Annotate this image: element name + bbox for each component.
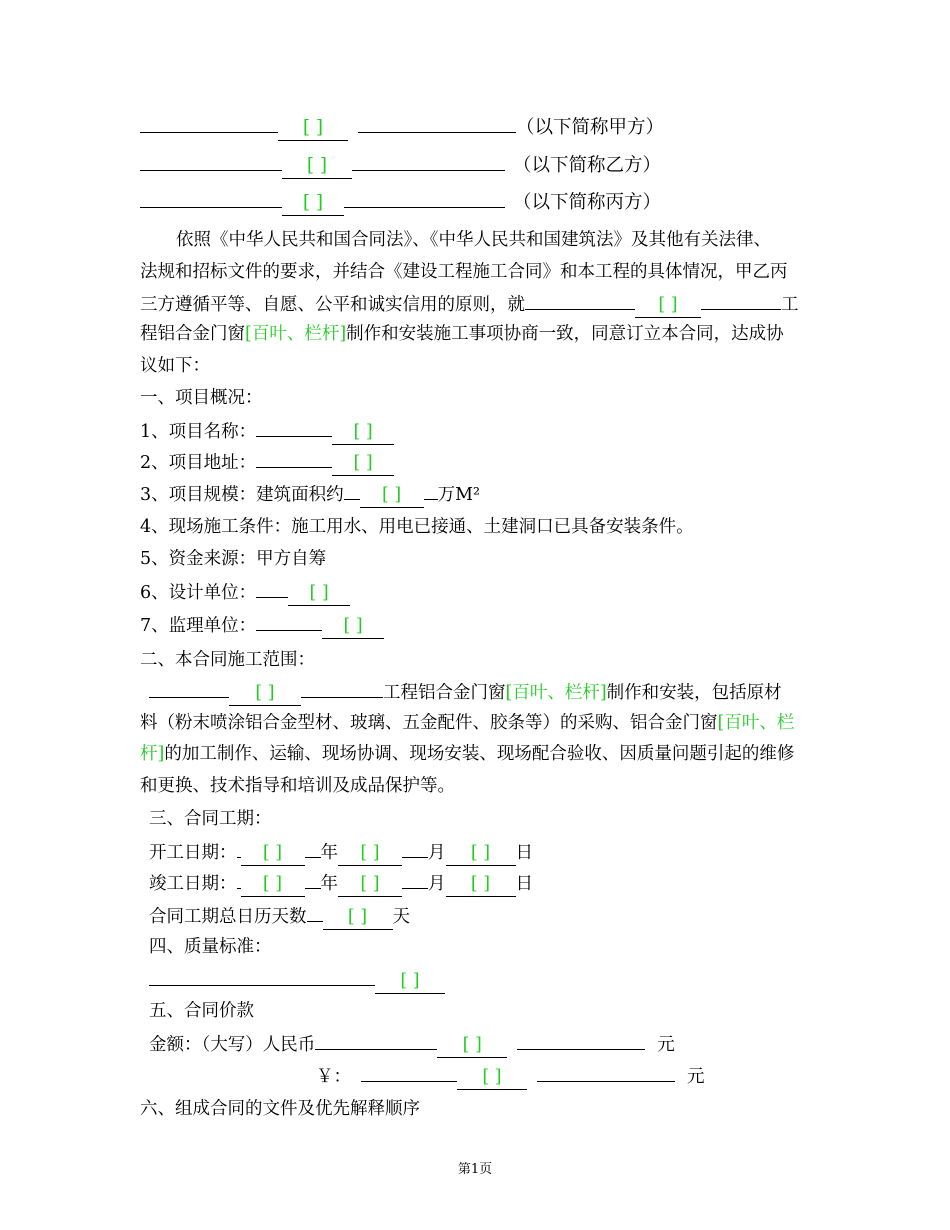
label: 2、项目地址： xyxy=(140,453,257,473)
project-name-line xyxy=(140,418,394,445)
project-address-line xyxy=(140,449,394,476)
bracket-field[interactable]: [ ] xyxy=(635,293,701,318)
bracket-field[interactable]: [ ] xyxy=(282,154,352,179)
yuan-label: 元 xyxy=(687,1067,705,1087)
bracket-field[interactable]: [ ] xyxy=(322,614,384,639)
bracket-field[interactable]: [ ] xyxy=(323,905,393,930)
party-c-line xyxy=(140,189,661,216)
days-label: 天 xyxy=(392,907,410,927)
green-note: 杆] xyxy=(140,744,165,764)
blank[interactable] xyxy=(315,1031,437,1050)
section-2-title: 二、本合同施工范围： xyxy=(140,650,315,670)
design-unit-line xyxy=(140,579,350,606)
bracket-field[interactable]: [ ] xyxy=(446,872,516,897)
blank[interactable] xyxy=(256,612,322,631)
intro-line-2: 法规和招标文件的要求，并结合《建设工程施工合同》和本工程的具体情况，甲乙丙 xyxy=(140,262,788,282)
section-4-title: 四、质量标准： xyxy=(149,937,272,957)
intro-text: 制作和安装施工事项协商一致，同意订立本合同，达成协 xyxy=(346,324,784,344)
scope-line-1 xyxy=(149,679,782,706)
intro-text: 程铝合金门窗 xyxy=(140,324,245,344)
section-3-title: 三、合同工期： xyxy=(149,809,272,829)
yen-label: ￥： xyxy=(316,1067,351,1087)
blank[interactable] xyxy=(307,903,323,922)
yuan-label: 元 xyxy=(657,1035,675,1055)
bracket-field[interactable]: [ ] xyxy=(437,1033,507,1058)
intro-line-5: 议如下： xyxy=(140,356,210,376)
scope-text: 制作和安装，包括原材 xyxy=(606,683,782,703)
bracket-field[interactable]: [ ] xyxy=(360,483,424,508)
blank[interactable] xyxy=(256,579,288,598)
green-note: [百叶、栏杆] xyxy=(505,683,607,703)
scope-text: 的加工制作、运输、现场协调、现场安装、现场配合验收、因质量问题引起的维修 xyxy=(164,744,795,764)
blank[interactable] xyxy=(140,152,282,171)
project-scale-line xyxy=(140,481,480,508)
bracket-field[interactable]: [ ] xyxy=(338,872,402,897)
blank[interactable] xyxy=(358,114,516,133)
scope-line-2 xyxy=(140,711,794,735)
label: 竣工日期： xyxy=(149,874,237,894)
blank[interactable] xyxy=(352,152,505,171)
bracket-field[interactable]: [ ] xyxy=(288,581,350,606)
party-a-line xyxy=(140,114,664,141)
blank[interactable] xyxy=(351,1064,361,1082)
party-b-suffix: （以下简称乙方） xyxy=(513,155,662,176)
label: 6、设计单位： xyxy=(140,583,257,603)
label: 金额：（大写）人民币 xyxy=(149,1035,316,1055)
blank[interactable] xyxy=(517,1031,645,1050)
year-label: 年 xyxy=(320,843,338,863)
bracket-field[interactable]: [ ] xyxy=(446,841,516,866)
intro-line-4 xyxy=(140,322,784,346)
blank[interactable] xyxy=(701,291,781,310)
month-label: 月 xyxy=(428,843,446,863)
blank[interactable] xyxy=(256,418,332,437)
amount-words-line xyxy=(149,1031,675,1058)
month-label: 月 xyxy=(428,874,446,894)
scope-line-4: 和更换、技术指导和培训及成品保护等。 xyxy=(140,776,455,796)
label: 7、监理单位： xyxy=(140,616,257,636)
bracket-field[interactable]: [ ] xyxy=(375,969,445,994)
bracket-field[interactable]: [ ] xyxy=(332,420,394,445)
blank[interactable] xyxy=(140,114,278,133)
bracket-field[interactable]: [ ] xyxy=(278,116,348,141)
blank[interactable] xyxy=(424,481,438,500)
total-days-line xyxy=(149,903,410,930)
bracket-field[interactable]: [ ] xyxy=(229,681,301,706)
bracket-field[interactable]: [ ] xyxy=(241,872,305,897)
party-b-line xyxy=(140,152,661,179)
intro-line-3 xyxy=(140,291,799,318)
label: 3、项目规模：建筑面积约 xyxy=(140,485,344,505)
bracket-field[interactable]: [ ] xyxy=(338,841,402,866)
blank[interactable] xyxy=(149,967,375,986)
end-date-line xyxy=(149,870,533,897)
intro-text: 三方遵循平等、自愿、公平和诚实信用的原则，就 xyxy=(140,295,525,315)
party-c-suffix: （以下简称丙方） xyxy=(513,192,662,213)
intro-line-1: 依照《中华人民共和国合同法》、《中华人民共和国建筑法》及其他有关法律、 xyxy=(176,230,771,250)
scope-text: 料（粉末喷涂铝合金型材、玻璃、五金配件、胶条等）的采购、铝合金门窗 xyxy=(140,713,718,733)
party-a-suffix: （以下简称甲方） xyxy=(516,117,665,138)
funding-line: 5、资金来源：甲方自筹 xyxy=(140,549,327,569)
blank[interactable] xyxy=(361,1063,457,1082)
supervision-unit-line xyxy=(140,612,384,639)
day-label: 日 xyxy=(515,843,533,863)
site-conditions-line: 4、现场施工条件：施工用水、用电已接通、土建洞口已具备安装条件。 xyxy=(140,517,694,537)
page-number: 第1页 xyxy=(457,1162,493,1177)
blank[interactable] xyxy=(301,679,383,698)
scope-text: 工程铝合金门窗 xyxy=(383,683,506,703)
blank[interactable] xyxy=(527,1064,537,1082)
label: 1、项目名称： xyxy=(140,422,257,442)
blank[interactable] xyxy=(537,1063,675,1082)
blank[interactable] xyxy=(305,839,321,858)
green-note: [百叶、栏杆] xyxy=(245,324,347,344)
bracket-field[interactable]: [ ] xyxy=(332,451,394,476)
section-5-title: 五、合同价款 xyxy=(149,1001,254,1021)
bracket-field[interactable]: [ ] xyxy=(457,1065,527,1090)
section-1-title: 一、项目概况： xyxy=(140,388,263,408)
scope-line-3 xyxy=(140,742,794,766)
start-date-line xyxy=(149,839,533,866)
blank[interactable] xyxy=(525,291,635,310)
unit: 万M² xyxy=(437,485,481,505)
blank[interactable] xyxy=(149,679,229,698)
blank[interactable] xyxy=(140,189,282,208)
label: 合同工期总日历天数 xyxy=(149,907,307,927)
bracket-field[interactable]: [ ] xyxy=(282,191,344,216)
section-6-title: 六、组成合同的文件及优先解释顺序 xyxy=(140,1099,420,1119)
amount-figures-line xyxy=(316,1063,705,1090)
blank[interactable] xyxy=(348,115,358,133)
blank[interactable] xyxy=(402,839,428,858)
blank[interactable] xyxy=(507,1032,517,1050)
green-note: [百叶、栏 xyxy=(717,713,795,733)
year-label: 年 xyxy=(320,874,338,894)
blank[interactable] xyxy=(344,189,505,208)
intro-text: 工 xyxy=(781,295,799,315)
blank[interactable] xyxy=(305,870,321,889)
bracket-field[interactable]: [ ] xyxy=(241,841,305,866)
quality-standard-line xyxy=(149,967,445,994)
blank[interactable] xyxy=(344,481,360,500)
blank[interactable] xyxy=(256,449,332,468)
label: 开工日期： xyxy=(149,843,237,863)
day-label: 日 xyxy=(515,874,533,894)
blank[interactable] xyxy=(402,870,428,889)
